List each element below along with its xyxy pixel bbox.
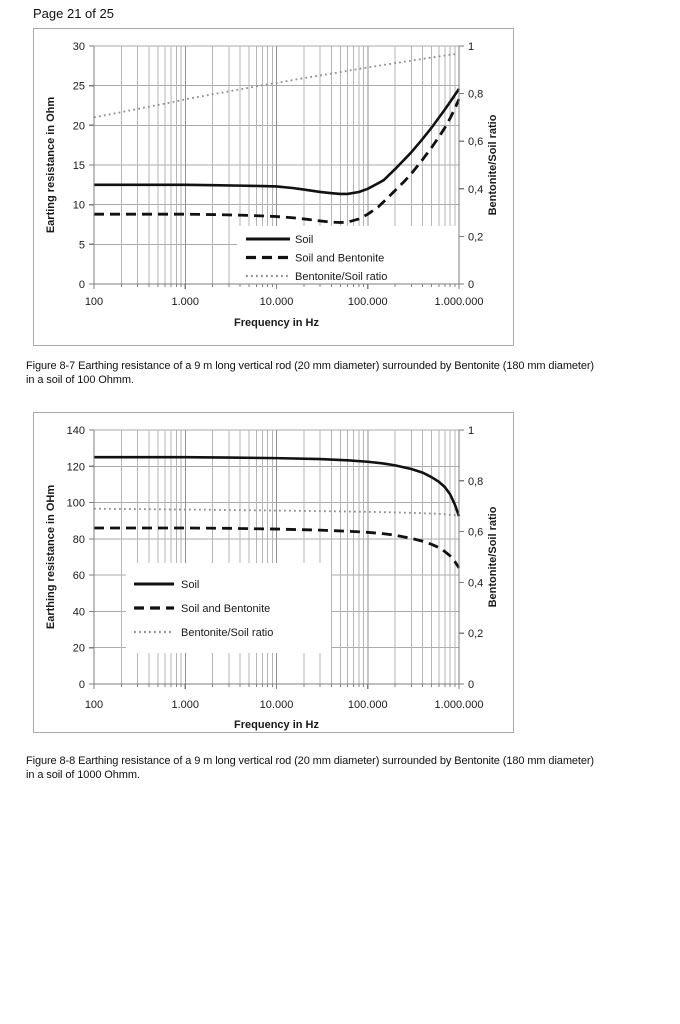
figure-8-7-caption [26,359,671,388]
figure-8-8-caption-line2: in a soil of 1000 Ohmm. [26,769,140,782]
y-left-tick-label: 40 [72,606,85,619]
x-tick-label: 1.000 [171,296,200,308]
legend-label-soil-and-bentonite: Soil and Bentonite [181,603,271,615]
y-left-tick-label: 30 [72,41,85,53]
y-left-tick-label: 20 [72,642,85,655]
y-right-tick-label: 0,4 [468,183,484,196]
x-tick-label: 10.000 [259,699,294,711]
y-right-tick-label: 0,2 [468,628,484,641]
figure-8-7-caption-line2: in a soil of 100 Ohmm. [26,374,134,387]
page-number-header: Page 21 of 25 [33,6,114,21]
figure-8-8-chart-frame [33,412,514,733]
figure-8-8-chart [34,413,513,732]
y-left-tick-label: 0 [78,279,85,291]
x-tick-label: 1.000 [171,699,200,711]
y-left-tick-label: 100 [66,497,85,510]
x-axis-title: Frequency in Hz [234,719,319,731]
y-left-tick-label: 80 [72,533,85,546]
legend-label-bentonite-soil-ratio: Bentonite/Soil ratio [181,627,274,639]
figure-8-8-caption [26,754,671,783]
y-right-tick-label: 1 [468,41,475,53]
y-axis-left-title: Earting resistance in Ohm [45,96,57,234]
y-right-tick-label: 0,4 [468,577,484,590]
y-right-tick-label: 0 [468,679,475,691]
y-right-tick-label: 0,8 [468,88,484,101]
x-tick-label: 1.000.000 [434,296,484,308]
x-tick-label: 100.000 [347,699,388,711]
y-right-tick-label: 0,2 [468,231,484,244]
figure-8-8-caption-line1: Figure 8-8 Earthing resistance of a 9 m long vertical rod (20 mm diameter) surrounded by Bentonite (180 mm diameter) [26,755,594,767]
y-right-tick-label: 0 [468,279,475,291]
x-tick-label: 1.000.000 [434,699,484,711]
figure-8-7-caption-line1: Figure 8-7 Earthing resistance of a 9 m long vertical rod (20 mm diameter) surrounded by Bentonite (180 mm diameter) [26,360,594,372]
legend-label-soil-and-bentonite: Soil and Bentonite [295,252,385,265]
legend-label-soil: Soil [181,579,200,591]
y-left-tick-label: 5 [78,239,85,252]
y-left-tick-label: 25 [72,80,85,93]
y-left-tick-label: 60 [72,570,85,583]
x-tick-label: 100 [84,296,104,308]
x-tick-label: 10.000 [259,296,294,308]
x-axis-title: Frequency in Hz [234,317,319,329]
figure-8-7-chart [34,29,513,345]
y-right-tick-label: 1 [468,425,475,437]
y-left-tick-label: 0 [78,679,85,691]
y-right-tick-label: 0,6 [468,526,484,539]
y-left-tick-label: 10 [72,199,85,212]
y-right-tick-label: 0,8 [468,475,484,488]
legend-label-soil: Soil [295,234,314,246]
y-right-tick-label: 0,6 [468,136,484,149]
legend-label-bentonite-soil-ratio: Bentonite/Soil ratio [295,271,388,283]
y-left-tick-label: 120 [66,461,85,474]
y-axis-left-title: Earthing resistance in OHm [45,484,57,630]
y-left-tick-label: 20 [72,120,85,133]
y-axis-right-title: Bentonite/Soil ratio [487,506,499,608]
x-tick-label: 100.000 [347,296,388,308]
y-axis-right-title: Bentonite/Soil ratio [487,114,499,216]
x-tick-label: 100 [84,699,104,711]
figure-8-7-chart-frame [33,28,514,346]
y-left-tick-label: 15 [72,160,85,172]
y-left-tick-label: 140 [66,425,85,437]
